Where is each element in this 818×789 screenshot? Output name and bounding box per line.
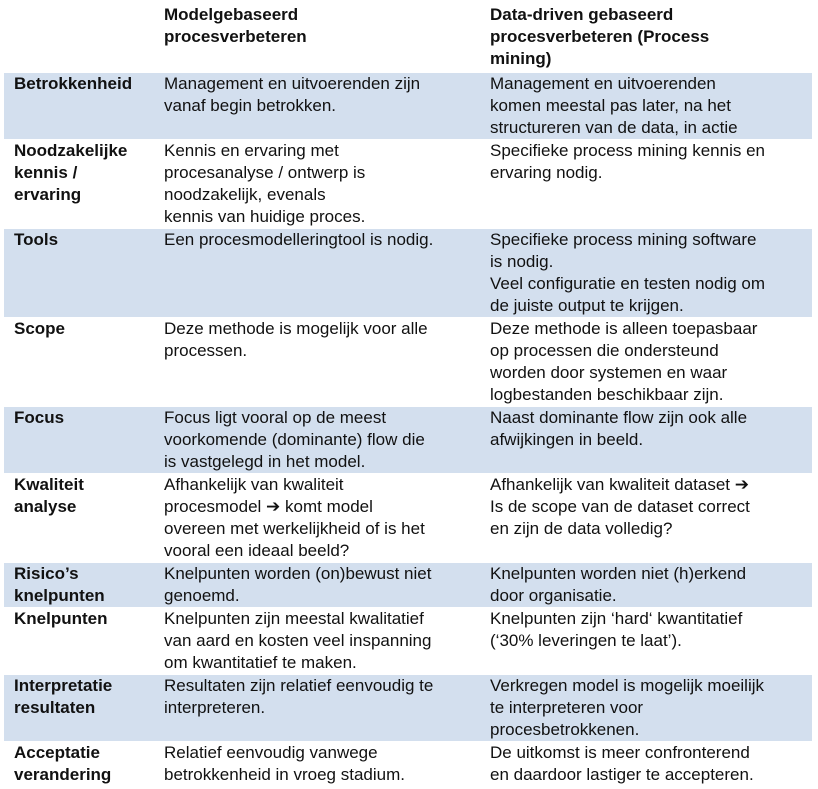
row-data-cell: Verkregen model is mogelijk moeilijk te interpreteren voor procesbetrokkenen.	[490, 676, 765, 739]
table-row	[4, 675, 812, 742]
row-model-cell: Focus ligt vooral op de meest voorkomende (dominante) flow die is vastgelegd in het model.	[164, 408, 425, 471]
row-data-cell: Afhankelijk van kwaliteit dataset ➔ Is de scope van de dataset correct en zijn de data volledig?	[490, 475, 750, 538]
row-model-cell: Knelpunten zijn meestal kwalitatief van aard en kosten veel inspanning om kwantitatief te maken.	[164, 609, 432, 672]
row-label: Scope	[14, 319, 66, 338]
row-model-cell: Afhankelijk van kwaliteit procesmodel ➔ komt model overeen met werkelijkheid of is het vooral een ideaal beeld?	[164, 475, 425, 560]
table-row	[4, 742, 812, 789]
row-data-cell: De uitkomst is meer confronterend en daardoor lastiger te accepteren.	[490, 743, 754, 784]
row-data-cell: Management en uitvoerenden komen meestal pas later, na het structureren van de data, in actie	[490, 74, 738, 137]
row-model-cell: Knelpunten worden (on)bewust niet genoemd.	[164, 564, 432, 605]
header-empty-cell	[4, 4, 158, 72]
row-data-cell: Knelpunten zijn ‘hard‘ kwantitatief (‘30% leveringen te laat’).	[490, 609, 743, 650]
table-row	[4, 563, 812, 608]
table-row	[4, 73, 812, 140]
row-label: Acceptatie verandering	[14, 743, 112, 784]
table-header-row	[4, 4, 812, 73]
row-label: Noodzakelijke kennis / ervaring	[14, 141, 128, 204]
header-data-column: Data-driven gebaseerd procesverbeteren (Process mining)	[490, 5, 710, 68]
row-data-cell: Naast dominante flow zijn ook alle afwijkingen in beeld.	[490, 408, 748, 449]
row-data-cell: Specifieke process mining kennis en ervaring nodig.	[490, 141, 765, 182]
row-model-cell: Kennis en ervaring met procesanalyse / ontwerp is noodzakelijk, evenals kennis van huidige proces.	[164, 141, 366, 226]
row-model-cell: Relatief eenvoudig vanwege betrokkenheid in vroeg stadium.	[164, 743, 405, 784]
row-model-cell: Deze methode is mogelijk voor alle processen.	[164, 319, 428, 360]
row-model-cell: Resultaten zijn relatief eenvoudig te interpreteren.	[164, 676, 434, 717]
table-row	[4, 474, 812, 563]
row-label: Kwaliteit analyse	[14, 475, 84, 516]
table-row	[4, 229, 812, 318]
table-row	[4, 140, 812, 229]
row-data-cell: Knelpunten worden niet (h)erkend door organisatie.	[490, 564, 747, 605]
row-label: Knelpunten	[14, 609, 108, 628]
comparison-table	[4, 4, 812, 789]
row-label: Betrokkenheid	[14, 74, 133, 93]
row-label: Focus	[14, 408, 65, 427]
row-data-cell: Deze methode is alleen toepasbaar op processen die ondersteund worden door systemen en waar logbestanden beschikbaar zijn.	[490, 319, 758, 404]
row-model-cell: Management en uitvoerenden zijn vanaf begin betrokken.	[164, 74, 421, 115]
row-label: Risico’s knelpunten	[14, 564, 105, 605]
table-row	[4, 407, 812, 474]
table-row	[4, 608, 812, 675]
row-label: Interpretatie resultaten	[14, 676, 113, 717]
row-model-cell: Een procesmodelleringtool is nodig.	[164, 230, 434, 249]
row-data-cell: Specifieke process mining software is nodig. Veel configuratie en testen nodig om de juiste output te krijgen.	[490, 230, 766, 315]
header-model-column: Modelgebaseerd procesverbeteren	[164, 5, 307, 46]
row-label: Tools	[14, 230, 59, 249]
table-row	[4, 318, 812, 407]
